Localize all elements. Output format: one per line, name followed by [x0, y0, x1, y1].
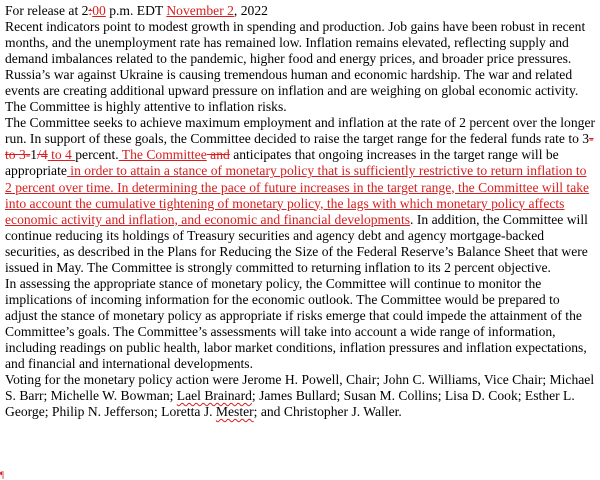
inserted-range-upper: to 4 [47, 147, 76, 163]
paragraph-mark: ¶ [0, 470, 5, 480]
policy-text-d: anticipates that ongoing increases in the target range will be appropriate [5, 147, 559, 179]
policy-text-b: 1 [30, 147, 38, 163]
release-minutes-inserted: 00 [92, 3, 106, 18]
paragraph-policy-decision [5, 115, 595, 275]
release-date-inserted: November 2 [166, 3, 234, 18]
release-colon-deleted: : [88, 3, 93, 18]
deleted-range-text: -to 3- [5, 131, 594, 163]
voter-name-mester: Mester [215, 404, 254, 420]
release-year: , 2022 [233, 3, 268, 18]
paragraph-ukraine-war: Russia’s war against Ukraine is causing tremendous human and economic hardship. The war and related events are creating additional upward pressure on inflation and are weighing on global economic activity. The Committee is highly attentive to inflation risks. [5, 67, 579, 115]
release-middle: p.m. EDT [105, 3, 167, 18]
policy-text-e: . In addition, the Committee will continue reducing its holdings of Treasury securities and agency debt and agency mortgage-backed securities, as described in the Plans for Reducing the Size of the Federal Reserve’s Balance Sheet that were issued in May. The Committee is strongly committed to returning inflation to its 2 percent objective. [5, 211, 588, 275]
deleted-and: and [206, 147, 230, 163]
release-line [5, 3, 595, 19]
deleted-fraction: /4 [37, 147, 48, 163]
voting-text-c: ; and Christopher J. Waller. [253, 404, 402, 420]
inserted-policy-guidance: in order to attain a stance of monetary policy that is sufficiently restrictive to return inflation to 2 percent over time. In determining the pace of future increases in the target range, the Committee will take into account the cumulative tightening of monetary policy, the lags with which monetary policy affects economic activity and inflation, and economic and financial developments [5, 163, 590, 227]
statement-document [5, 3, 595, 420]
voting-text-b: ; James Bullard; Susan M. Collins; Lisa D. Cook; Esther L. George; Philip N. Jefferson; Loretta J. [5, 388, 575, 420]
paragraph-assessment: In assessing the appropriate stance of monetary policy, the Committee will continue to monitor the implications of incoming information for the economic outlook. The Committee would be prepared to adjust the stance of monetary policy as appropriate if risks emerge that could impede the attainment of the Committee’s goals. The Committee’s assessments will take into account a wide range of information, including readings on public health, labor market conditions, inflation pressures and inflation expectations, and financial and international developments. [5, 275, 587, 372]
policy-text-c: percent. [75, 147, 119, 163]
policy-text-a: The Committee seeks to achieve maximum employment and inflation at the rate of 2 percent over the longer run. In support of these goals, the Committee decided to raise the target range for the federal funds rate to 3 [5, 115, 596, 147]
voter-name-brainard: Lael Brainard [176, 388, 252, 404]
paragraph-economic-indicators: Recent indicators point to modest growth in spending and production. Job gains have been robust in recent months, and the unemployment rate has remained low. Inflation remains elevated, reflecting supply and demand imbalances related to the pandemic, higher food and energy prices, and broader price pressures. [5, 19, 586, 67]
release-prefix: For release at 2 [5, 3, 89, 18]
inserted-committee: The Committee [118, 147, 207, 163]
voting-text-a: Voting for the monetary policy action were Jerome H. Powell, Chair; John C. Williams, Vice Chair; Michael S. Barr; Michelle W. Bowman; [5, 372, 595, 404]
paragraph-voting [5, 372, 595, 420]
